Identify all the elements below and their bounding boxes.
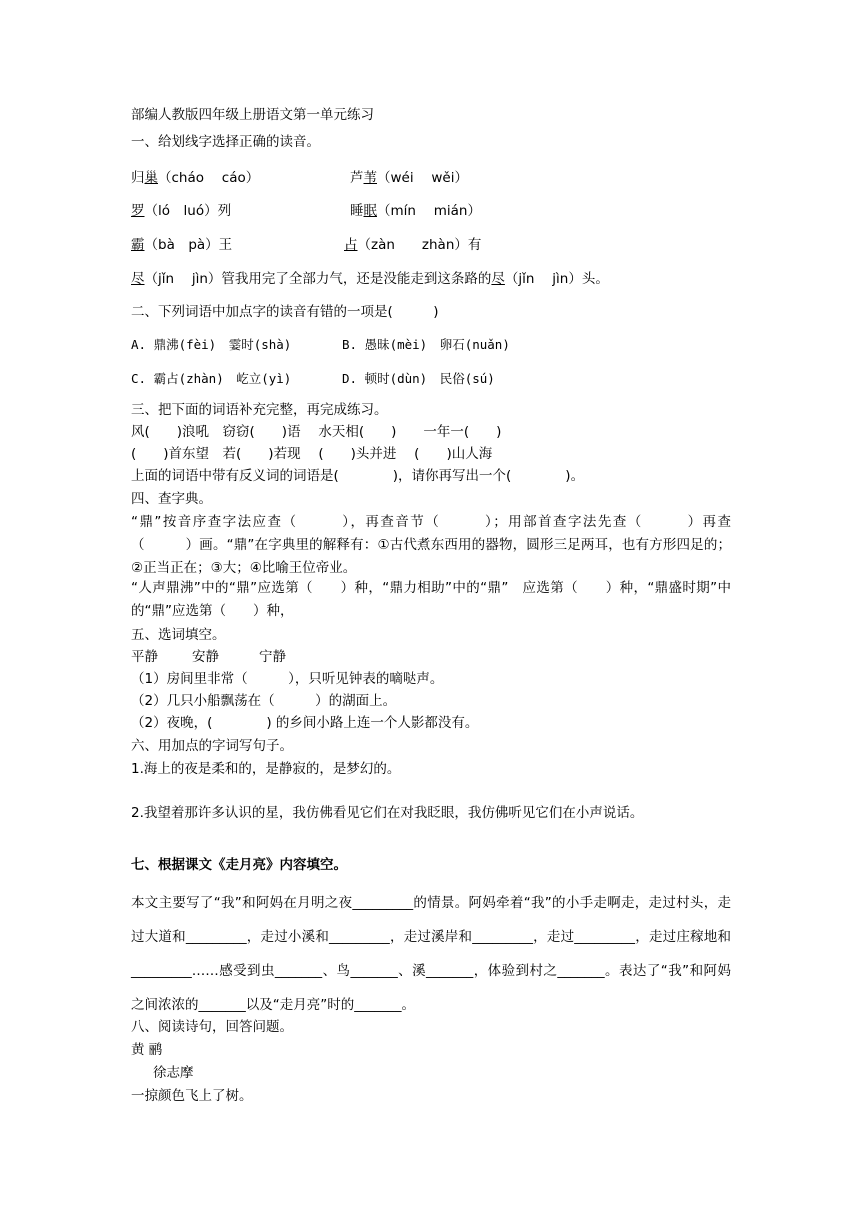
pinyin-item-3: 罗（ló luó）列 [131, 203, 232, 219]
option-a: A. 鼎沸(fèi) 霎时(shà) [131, 337, 292, 352]
idiom-question: 上面的词语中带有反义词的词语是( )，请你再写出一个( )。 [131, 468, 585, 484]
idiom-row-1: 风( )浪吼 窃窃( )语 水天相( ) 一年一( ) [131, 424, 502, 440]
word-choice-2: 安静 [192, 649, 219, 665]
fill-question-3: （2）夜晚，( ) 的乡间小路上连一个人影都没有。 [131, 715, 479, 731]
poem-title: 黄 鹂 [131, 1042, 163, 1058]
word-choice-1: 平静 [131, 649, 158, 665]
word-choice-3: 宁静 [259, 649, 286, 665]
fill-question-2: （2）几只小船飘荡在（ ）的湖面上。 [131, 693, 397, 709]
dictionary-question: “人声鼎沸”中的“鼎”应选第（ ）种，“鼎力相助”中的“鼎” 应选第（ ）种，“鼎盛时期”中的“鼎”应选第（ ）种， [131, 580, 731, 619]
pinyin-item-7: 尽（jǐn jìn）管我用完了全部力气，还是没能走到这条路的尽（jǐn jìn）头。 [131, 271, 609, 287]
section-5-heading: 五、选词填空。 [131, 627, 226, 643]
worksheet-title: 部编人教版四年级上册语文第一单元练习 [131, 107, 374, 123]
option-c: C. 霸占(zhàn) 屹立(yì) [131, 371, 292, 386]
section-1-heading: 一、给划线字选择正确的读音。 [131, 134, 320, 150]
dictionary-paragraph: “鼎”按音序查字法应查（ ），再查音节（ ）；用部首查字法先查（ ）再查（ ）画。“鼎”在字典里的解释有：①古代煮东西用的器物，圆形三足两耳，也有方形四足的；②正当正在；③大；④比喻王位帝业。 [131, 514, 731, 576]
pinyin-item-6: 占（zàn zhàn）有 [344, 237, 482, 253]
sentence-1: 1.海上的夜是柔和的，是静寂的，是梦幻的。 [131, 761, 401, 777]
idiom-row-2: ( )首东望 若( )若现 ( )头并进 ( )山人海 [131, 446, 493, 462]
section-3-heading: 三、把下面的词语补充完整，再完成练习。 [131, 402, 388, 418]
section-7-heading: 七、根据课文《走月亮》内容填空。 [131, 857, 347, 873]
section-6-heading: 六、用加点的字词写句子。 [131, 738, 293, 754]
section-4-heading: 四、查字典。 [131, 491, 212, 507]
fill-paragraph: 本文主要写了“我”和阿妈在月明之夜_________的情景。阿妈牵着“我”的小手走啊走，走过村头，走过大道和_________，走过小溪和_________，走过溪岸和_________，走过_________，走过庄稼地和_________……感受到虫_______、鸟_______、溪_______，体验到村之_______。表达了“我”和阿妈之间浓浓的_______以及“走月亮”时的_______。 [131, 895, 731, 1013]
sentence-2: 2.我望着那许多认识的星，我仿佛看见它们在对我眨眼，我仿佛听见它们在小声说话。 [131, 805, 644, 821]
pinyin-item-4: 睡眠（mín mián） [350, 203, 481, 219]
poem-author: 徐志摩 [153, 1065, 194, 1081]
section-2-heading: 二、下列词语中加点字的读音有错的一项是( ) [131, 304, 439, 320]
pinyin-item-5: 霸（bà pà）王 [131, 237, 233, 253]
option-b: B. 愚昧(mèi) 卵石(nuǎn) [342, 337, 510, 352]
pinyin-item-1: 归巢（cháo cáo） [131, 170, 260, 186]
option-d: D. 顿时(dùn) 民俗(sú) [342, 371, 495, 386]
section-8-heading: 八、阅读诗句，回答问题。 [131, 1019, 293, 1035]
fill-question-1: （1）房间里非常（ ），只听见钟表的嘀哒声。 [131, 671, 444, 687]
poem-line-1: 一掠颜色飞上了树。 [131, 1088, 253, 1104]
pinyin-item-2: 芦苇（wéi wěi） [350, 170, 468, 186]
